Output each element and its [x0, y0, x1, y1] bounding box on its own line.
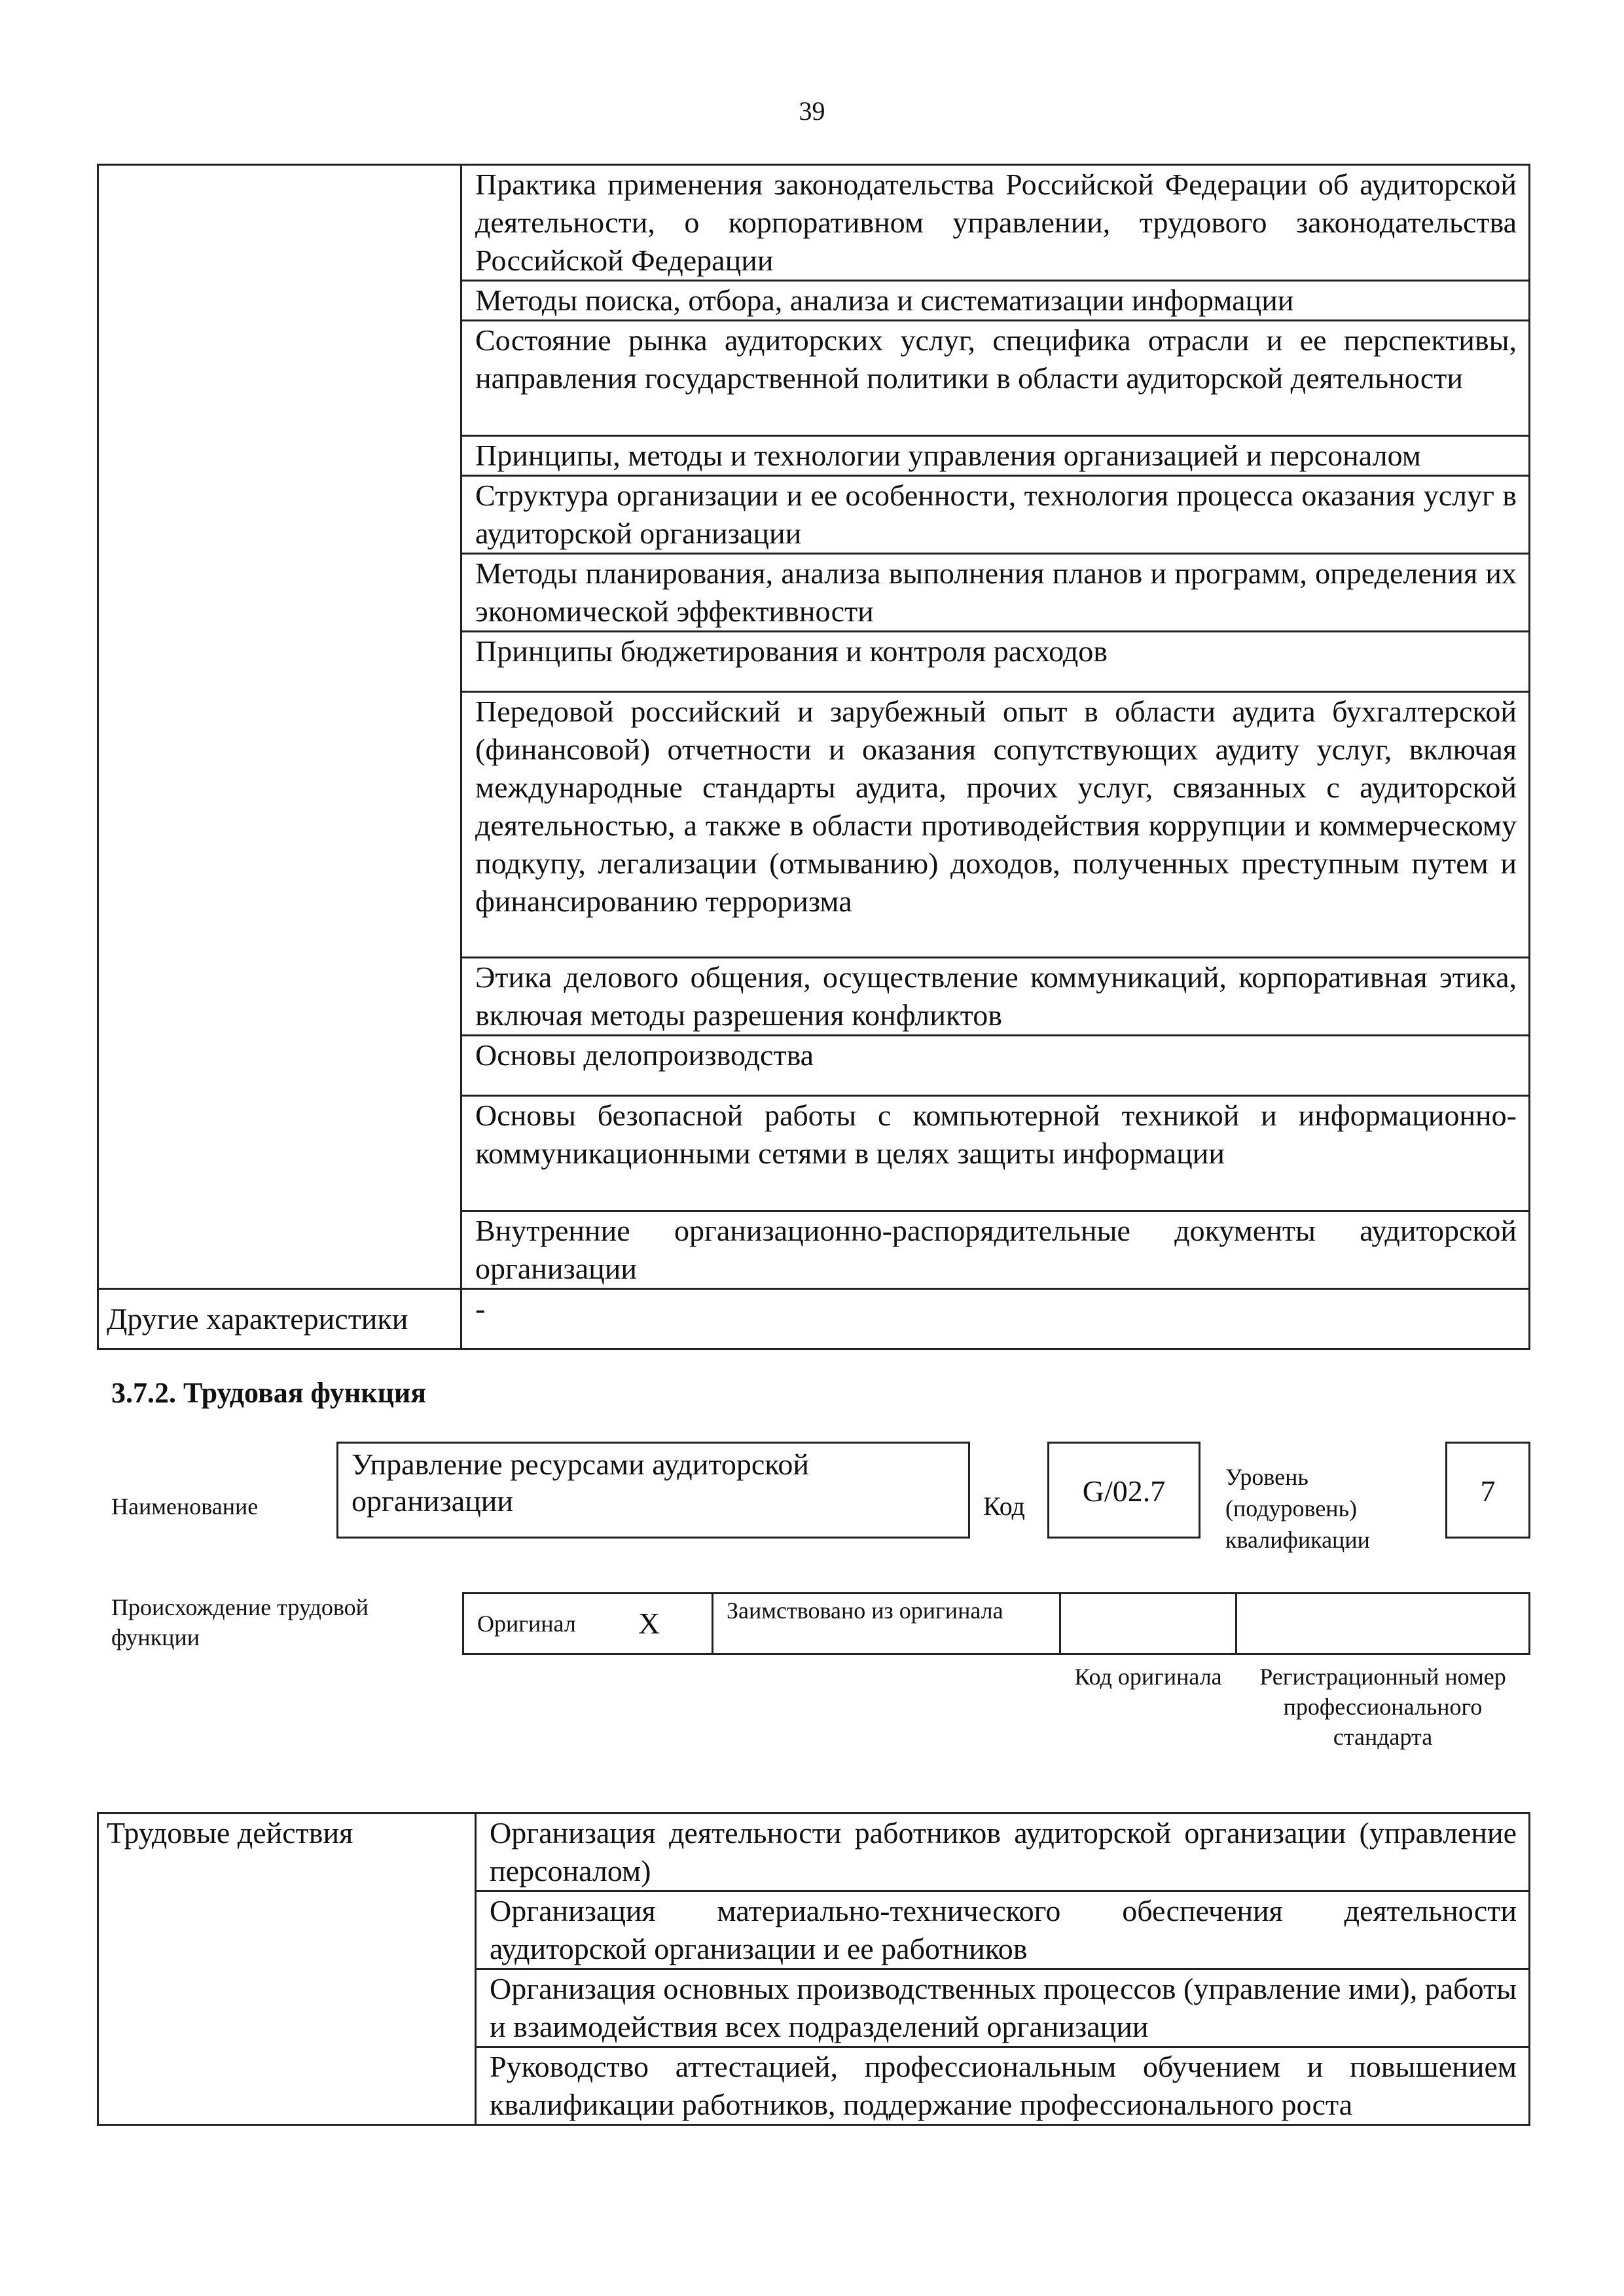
knowledge-item: Внутренние организационно-распорядительные документы аудиторской организации	[461, 1211, 1530, 1289]
knowledge-table	[97, 164, 1530, 1350]
registration-caption: Регистрационный номер профессионального стандарта	[1259, 1664, 1506, 1750]
code-box: G/02.7	[1047, 1442, 1200, 1539]
knowledge-item: Принципы, методы и технологии управления организацией и персоналом	[461, 436, 1530, 476]
borrowed-cell: Заимствовано из оригинала	[712, 1592, 1061, 1655]
knowledge-item: Методы планирования, анализа выполнения планов и программ, определения их экономической эффективности	[461, 554, 1530, 632]
labor-actions-table	[97, 1812, 1530, 2126]
code-label: Код	[983, 1491, 1025, 1521]
other-characteristics-label: Другие характеристики	[98, 1289, 461, 1349]
labor-action-item: Организация деятельности работников аудиторской организации (управление персоналом)	[476, 1813, 1530, 1891]
page-number: 39	[799, 96, 825, 126]
other-characteristics-value: -	[461, 1289, 1530, 1349]
knowledge-item: Основы безопасной работы с компьютерной техникой и информационно-коммуникационными сетями в целях защиты информации	[461, 1096, 1530, 1211]
section-title: 3.7.2. Трудовая функция	[111, 1377, 427, 1409]
knowledge-item: Практика применения законодательства Российской Федерации об аудиторской деятельности, о корпоративном управлении, трудового законодательства Российской Федерации	[461, 165, 1530, 281]
qualification-level-label: Уровень (подуровень) квалификации	[1225, 1464, 1370, 1553]
knowledge-label-cell	[98, 165, 461, 1289]
original-mark: X	[638, 1607, 660, 1640]
labor-action-item: Руководство аттестацией, профессиональным обучением и повышением квалификации работников, поддержание профессионального роста	[476, 2047, 1530, 2125]
code-caption: Код оригинала	[1074, 1664, 1222, 1690]
knowledge-item: Этика делового общения, осуществление коммуникаций, корпоративная этика, включая методы разрешения конфликтов	[461, 958, 1530, 1036]
origin-label: Происхождение трудовой функции	[111, 1594, 369, 1650]
knowledge-item: Основы делопроизводства	[461, 1036, 1530, 1096]
registration-number-cell	[1235, 1592, 1530, 1655]
knowledge-item: Структура организации и ее особенности, технология процесса оказания услуг в аудиторской организации	[461, 476, 1530, 554]
knowledge-item: Методы поиска, отбора, анализа и систематизации информации	[461, 281, 1530, 321]
knowledge-item: Состояние рынка аудиторских услуг, специфика отрасли и ее перспективы, направления государственной политики в области аудиторской деятельности	[461, 321, 1530, 436]
level-box: 7	[1445, 1442, 1530, 1539]
original-label: Оригинал	[477, 1611, 576, 1637]
labor-action-item: Организация основных производственных процессов (управление ими), работы и взаимодействия всех подразделений организации	[476, 1969, 1530, 2047]
labor-action-item: Организация материально-технического обеспечения деятельности аудиторской организации и ее работников	[476, 1891, 1530, 1969]
name-label: Наименование	[111, 1493, 259, 1520]
labor-actions-label: Трудовые действия	[98, 1813, 476, 2125]
original-code-cell	[1059, 1592, 1237, 1655]
function-name-box: Управление ресурсами аудиторской организации	[336, 1442, 970, 1539]
original-cell	[462, 1592, 713, 1655]
knowledge-item: Принципы бюджетирования и контроля расходов	[461, 632, 1530, 692]
knowledge-item: Передовой российский и зарубежный опыт в области аудита бухгалтерской (финансовой) отчетности и оказания сопутствующих аудиту услуг, включая международные стандарты аудита, прочих услуг, связанных с аудиторской деятельностью, а также в области противодействия коррупции и коммерческому подкупу, легализации (отмыванию) доходов, полученных преступным путем и финансированию терроризма	[461, 692, 1530, 958]
